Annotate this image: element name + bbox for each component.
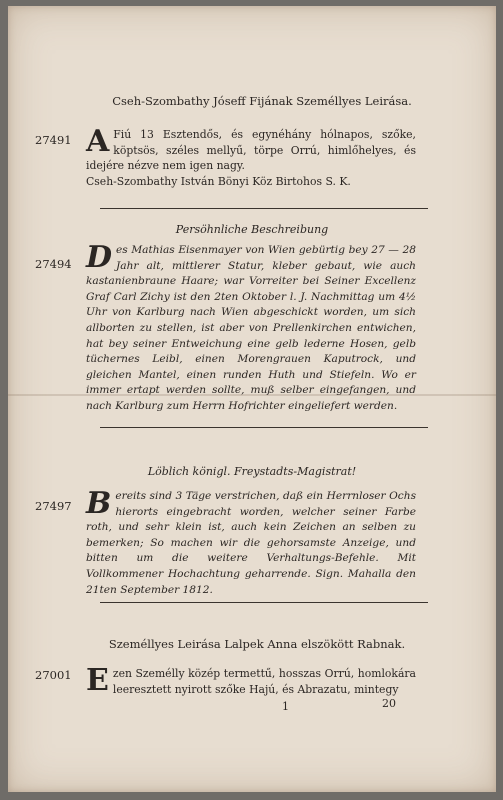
entry4-text: zen Személly közép termettű, hosszas Orrú, homlokára leeresztett nyirott szőke Hajú, és Abrazatu, mintegy — [112, 667, 416, 696]
entry1-number: 27491 — [35, 133, 72, 147]
entry1-dropcap: A — [86, 124, 110, 159]
entry3-number: 27497 — [35, 499, 72, 513]
entry3-heading: Löblich königl. Freystadts-Magistrat! — [147, 465, 357, 478]
page-marker-right: 20 — [382, 697, 396, 710]
entry4-number: 27001 — [35, 668, 72, 682]
entry2-text: es Mathias Eisenmayer von Wien gebürtig bey 27 — 28 Jahr alt, mittlerer Statur, kleber gebaut, wie auch kastanienbraune Haare; war Vorreiter bei Seiner Excellenz Graf Carl Zichy ist den 2ten Oktober l. J. Nachmittag um 4½ Uhr von Karlburg nach Wien abgeschickt worden, um sich allborten zu stellen, ist aber von Prellenkirchen entwichen, hat bey seiner Entweichung eine gelb lederne Hosen, gelb tüchernes Leibl, einen Morengrauen Kaputrock, und gleichen Mantel, einen runden Huth und Stiefeln. Wo er immer ertapt werden sollte, muß selber eingefangen, und nach Karlburg zum Herrn Hofrichter eingeliefert werden. — [86, 244, 416, 412]
entry2-body — [86, 240, 416, 415]
entry4-dropcap: E — [86, 663, 109, 698]
entry1-text: Fiú 13 Esztendős, és egynéhány hólnapos, szőke, köptsös, széles mellyű, törpe Orrú, himlőhelyes, és idejére nézve nem igen nagy. — [86, 128, 416, 173]
document-page — [8, 6, 496, 792]
entry4-heading: Személlyes Leirása Lalpek Anna elszökött Rabnak. — [108, 637, 406, 651]
divider-2 — [100, 427, 428, 428]
divider-1 — [100, 208, 428, 209]
entry4-body — [86, 663, 416, 698]
entry2-number: 27494 — [35, 257, 72, 271]
entry1-signature: Cseh-Szombathy István Bönyi Köz Birtohos S. K. — [86, 174, 351, 188]
divider-3 — [100, 602, 428, 603]
entry3-body — [86, 486, 416, 598]
entry1-heading: Cseh-Szombathy Jóseff Fijának Személlyes Leirása. — [112, 94, 412, 108]
entry2-dropcap: D — [86, 240, 113, 275]
entry2-heading: Persöhnliche Beschreibung — [175, 223, 329, 236]
entry3-dropcap: B — [86, 486, 112, 521]
page-marker-left: 1 — [282, 700, 289, 713]
entry3-text: ereits sind 3 Täge verstrichen, daß ein Herrnloser Ochs hierorts eingebracht worden, welcher seiner Farbe roth, und sehr klein ist, auch kein Zeichen an selben zu bemerken; So machen wir die gehorsamste Anzeige, und bitten um die weitere Verhaltungs-Befehle. Mit Vollkommener Hochachtung geharrende. Sign. Mahalla den 21ten September 1812. — [86, 490, 416, 596]
entry1-body — [86, 124, 416, 189]
